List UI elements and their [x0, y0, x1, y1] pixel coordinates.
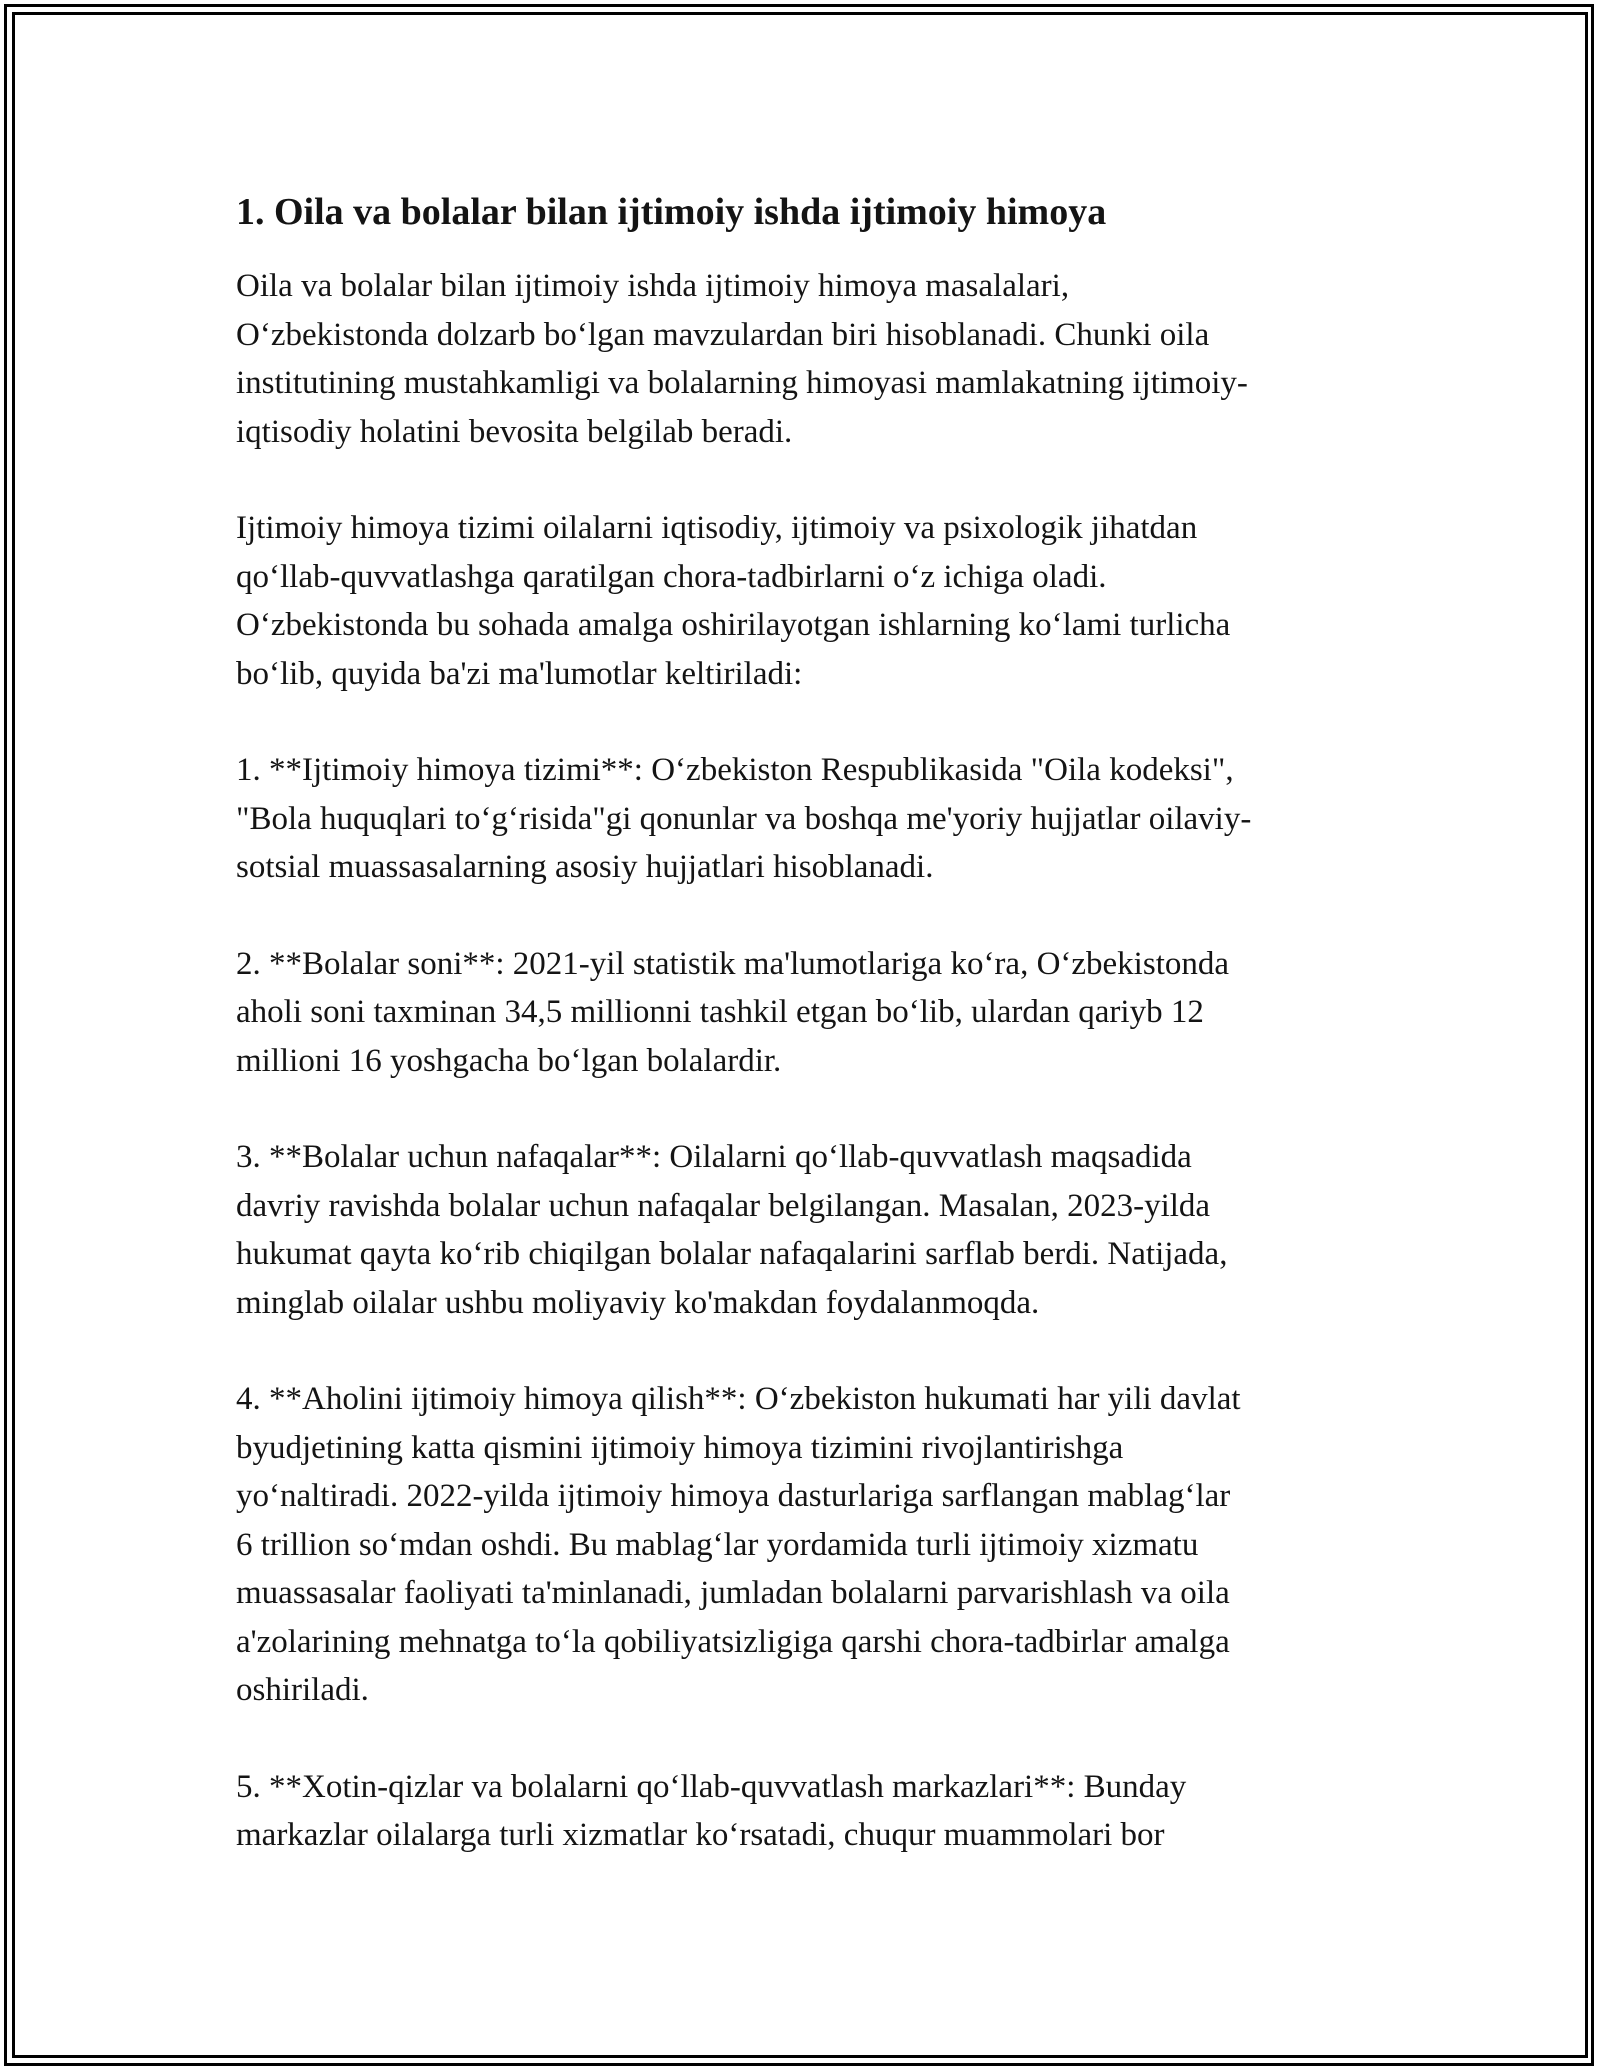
text-line: Ijtimoiy himoya tizimi oilalarni iqtisodiy, ijtimoiy va psixologik jihatdan [236, 510, 1198, 546]
list-item-2 [236, 940, 1376, 1086]
list-item-3 [236, 1133, 1376, 1327]
document-body [236, 188, 1376, 1908]
text-line: sotsial muassasalarning asosiy hujjatlari hisoblanadi. [236, 849, 934, 885]
text-line: a'zolarining mehnatga to‘la qobiliyatsizligiga qarshi chora-tadbirlar amalga [236, 1623, 1230, 1660]
text-line: qo‘llab-quvvatlashga qaratilgan chora-tadbirlarni o‘z ichiga oladi. [236, 558, 1107, 595]
text-line: Oila va bolalar bilan ijtimoiy ishda ijtimoiy himoya masalalari, [236, 268, 1070, 304]
text-line: markazlar oilalarga turli xizmatlar ko‘rsatadi, chuqur muammolari bor [236, 1817, 1165, 1853]
text-line: 5. **Xotin-qizlar va bolalarni qo‘llab-quvvatlash markazlari**: Bunday [236, 1768, 1187, 1805]
text-line: 1. **Ijtimoiy himoya tizimi**: O‘zbekiston Respublikasida "Oila kodeksi", [236, 752, 1234, 788]
text-line: yo‘naltiradi. 2022-yilda ijtimoiy himoya dasturlariga sarflangan mablag‘lar [236, 1478, 1231, 1514]
text-line: iqtisodiy holatini bevosita belgilab beradi. [236, 413, 793, 450]
text-line: O‘zbekistonda bu sohada amalga oshirilayotgan ishlarning ko‘lami turlicha [236, 607, 1231, 643]
paragraph-overview [236, 504, 1376, 698]
list-item-5 [236, 1763, 1376, 1860]
list-item-1 [236, 746, 1376, 892]
text-line: institutining mustahkamligi va bolalarning himoyasi mamlakatning ijtimoiy- [236, 365, 1248, 401]
text-line: oshiriladi. [236, 1672, 369, 1708]
text-line: hukumat qayta ko‘rib chiqilgan bolalar nafaqalarini sarflab berdi. Natijada, [236, 1236, 1228, 1272]
text-line: davriy ravishda bolalar uchun nafaqalar belgilangan. Masalan, 2023-yilda [236, 1187, 1211, 1224]
list-item-4 [236, 1375, 1376, 1715]
text-line: "Bola huquqlari to‘g‘risida"gi qonunlar va boshqa me'yoriy hujjatlar oilaviy- [236, 800, 1252, 837]
text-line: O‘zbekistonda dolzarb bo‘lgan mavzulardan biri hisoblanadi. Chunki oila [236, 316, 1210, 353]
text-line: 3. **Bolalar uchun nafaqalar**: Oilalarni qo‘llab-quvvatlash maqsadida [236, 1139, 1192, 1175]
paragraph-intro [236, 262, 1376, 456]
section-heading: 1. Oila va bolalar bilan ijtimoiy ishda ijtimoiy himoya [236, 191, 1107, 233]
text-line: 2. **Bolalar soni**: 2021-yil statistik ma'lumotlariga ko‘ra, O‘zbekistonda [236, 945, 1230, 982]
text-line: millioni 16 yoshgacha bo‘lgan bolalardir. [236, 1042, 782, 1079]
text-line: 4. **Aholini ijtimoiy himoya qilish**: O‘zbekiston hukumati har yili davlat [236, 1381, 1241, 1417]
text-line: minglab oilalar ushbu moliyaviy ko'makdan foydalanmoqda. [236, 1284, 1040, 1321]
text-line: byudjetining katta qismini ijtimoiy himoya tizimini rivojlantirishga [236, 1429, 1124, 1466]
text-line: aholi soni taxminan 34,5 millionni tashkil etgan bo‘lib, ulardan qariyb 12 [236, 994, 1204, 1030]
text-line: muassasalar faoliyati ta'minlanadi, jumladan bolalarni parvarishlash va oila [236, 1575, 1230, 1611]
text-line: 6 trillion so‘mdan oshdi. Bu mablag‘lar yordamida turli ijtimoiy xizmatu [236, 1526, 1199, 1563]
text-line: bo‘lib, quyida ba'zi ma'lumotlar keltiriladi: [236, 655, 803, 692]
